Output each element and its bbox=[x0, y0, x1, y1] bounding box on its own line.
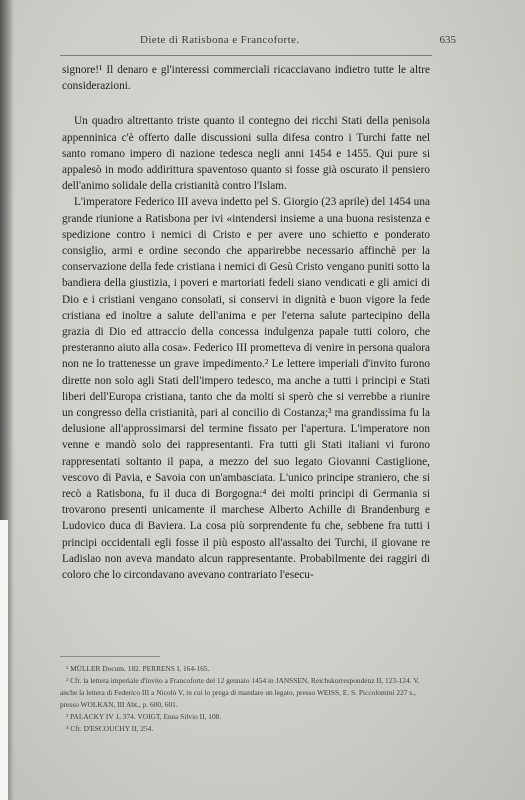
page-number: 635 bbox=[439, 34, 456, 46]
footnote-separator bbox=[60, 656, 160, 657]
footnote: ³ PALACKY IV 1, 374. VOIGT, Enea Silvio II, 108. bbox=[66, 712, 222, 721]
header-rule bbox=[60, 55, 432, 56]
footnote: ⁴ Cfr. D'ESCOUCHY II, 254. bbox=[66, 724, 154, 733]
paragraph: Un quadro altrettanto triste quanto il contegno dei ricchi Stati della penisola appenninica c'è offerto dalle discussioni sulla difesa contro i Turchi fatte nel santo romano impero di nazione tedesca negli anni 1454 e 1455. Qui pure si appalesò in modo addirittura spaventoso quanto si fosse già oscurato il pensiero dell'animo solidale della cristianità contro l'Islam. bbox=[62, 115, 430, 193]
paragraph: L'imperatore Federico III aveva indetto pel S. Giorgio (23 aprile) del 1454 una grande riunione a Ratisbona per ivi «intendersi insieme a una buona resistenza e spedizione contro i nemici di Cristo e per avere uno schietto e ponderato consiglio, armi e ordine secondo che apparirebbe necessario affinchè per la conservazione della fede cristiana i nemici di Gesù Cristo vengano puniti sotto la bandiera della giustizia, i poveri e martoriati fedeli siano vendicati e gli amici di Dio e i cristiani vengano consolati, si conservi in dignità e buon vigore la fede cristiana ed inoltre a salute dell'anima e per l'eterna salute partecipino della grazia di Dio ed attraccio della concessa indulgenza papale tutti coloro, che presteranno aiuto alla cosa». Federico III prometteva di venire in persona qualora non ne lo trattenesse un grave impedimento.² Le lettere imperiali d'invito furono dirette non solo agli Stati dell'impero tedesco, ma anche a tutti i principi e Stati liberi dell'Europa cristiana, tanto che da molti si sperò che si verrebbe a riunire un congresso della cristianità, pari al concilio di Costanza;³ ma grandissima fu la delusione all'approssimarsi del termine fissato per l'apertura. L'imperatore non venne e mandò solo dei rappresentanti. Fra tutti gli Stati italiani vi furono rappresentati soltanto il papa, a mezzo del suo legato Giovanni Castiglione, vescovo di Pavia, e Savoia con un'ambasciata. L'unico principe straniero, che si recò a Ratisbona, fu il duca di Borgogna:⁴ dei molti principi di Germania si trovarono presenti unicamente il marchese Alberto Achille di Brandenburg e Ludovico duca di Baviera. La cosa più sorprendente fu che, sebbene fra tutti i principi occidentali egli fosse il più esposto all'assalto dei Turchi, il giovane re Ladislao non aveva mandato alcun rappresentante. Probabilmente dei raggiri di coloro che lo circondavano avevano contrariato l'esecu- bbox=[62, 196, 430, 582]
paragraph: signore!¹ Il denaro e gl'interessi commerciali ricacciavano indietro tutte le altre considerazioni. bbox=[62, 64, 430, 93]
page-edge-light-strip bbox=[0, 520, 8, 800]
running-head: Diete di Ratisbona e Francoforte. bbox=[140, 34, 300, 46]
footnote: ² Cfr. la lettera imperiale d'invito a Francoforte del 12 gennaio 1454 in JANSSEN, Reichskorrespondenz II, 123-124. V. anche la lettera di Federico III a Nicolò V, in cui lo prega di mandare un legato, presso WEISS, E. S. Piccolomini 227 s., presso WOLKAN, III Abt., p. 600, 601. bbox=[60, 676, 420, 709]
footnote: ¹ MÜLLER Docum. 182. PERRENS I, 164-165. bbox=[66, 664, 210, 673]
footnotes bbox=[60, 656, 432, 735]
main-text bbox=[62, 62, 430, 583]
page-header bbox=[60, 34, 456, 46]
